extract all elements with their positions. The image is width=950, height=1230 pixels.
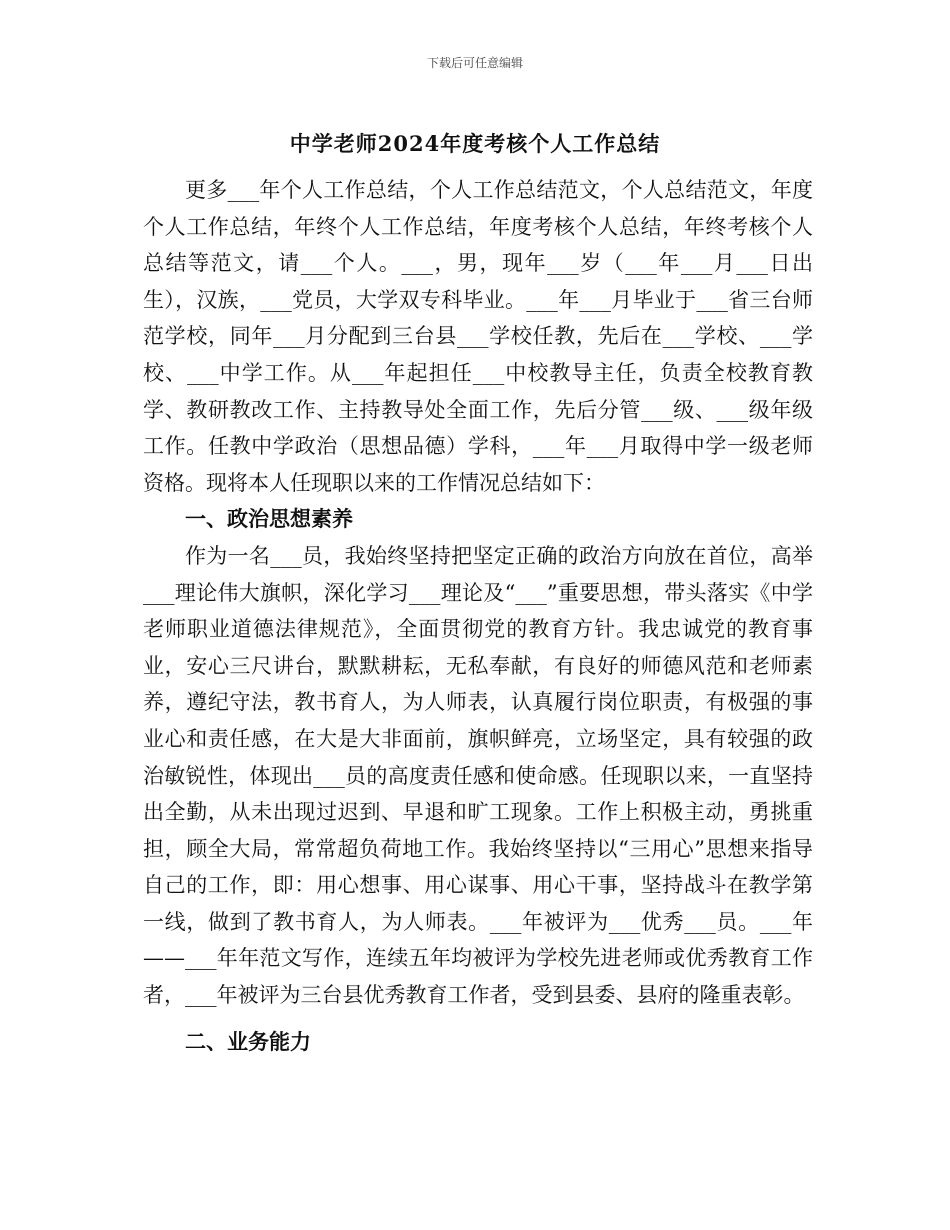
document-title: 中学老师2024年度考核个人工作总结: [289, 131, 661, 156]
page-header-note: 下载后可任意编辑: [426, 56, 523, 70]
section-heading-political: 一、政治思想素养: [185, 506, 353, 532]
section-heading-business: 二、业务能力: [185, 1028, 311, 1054]
intro-paragraph: 更多___年个人工作总结，个人工作总结范文，个人总结范文，年度个人工作总结，年终个人工作总结，年度考核个人总结，年终考核个人总结等范文，请___个人。___，男，现年___岁（___年___月___日出生），汉族，___党员，大学双专科毕业。___年___月毕业于___省三台师范学校，同年___月分配到三台县___学校任教，先后在___学校、___学校、___中学工作。从___年起担任___中校教导主任，负责全校教育教学、教研教改工作、主持教导处全面工作，先后分管___级、___级年级工作。任教中学政治（思想品德）学科，___年___月取得中学一级老师资格。现将本人任现职以来的工作情况总结如下：: [143, 178, 813, 495]
political-paragraph: 作为一名___员，我始终坚持把坚定正确的政治方向放在首位，高举___理论伟大旗帜，深化学习___理论及“___”重要思想，带头落实《中学老师职业道德法律规范》，全面贯彻党的教育方针。我忠诚党的教育事业，安心三尺讲台，默默耕耘，无私奉献，有良好的师德风范和老师素养，遵纪守法，教书育人，为人师表，认真履行岗位职责，有极强的事业心和责任感，在大是大非面前，旗帜鲜亮，立场坚定，具有较强的政治敏锐性，体现出___员的高度责任感和使命感。任现职以来，一直坚持出全勤，从未出现过迟到、早退和旷工现象。工作上积极主动，勇挑重担，顾全大局，常常超负荷地工作。我始终坚持以“三用心”思想来指导自己的工作，即：用心想事、用心谋事、用心干事，坚持战斗在教学第一线，做到了教书育人，为人师表。___年被评为___优秀___员。___年——___年年范文写作，连续五年均被评为学校先进老师或优秀教育工作者，___年被评为三台县优秀教育工作者，受到县委、县府的隆重表彰。: [143, 543, 813, 1008]
document-body: [143, 172, 813, 1060]
